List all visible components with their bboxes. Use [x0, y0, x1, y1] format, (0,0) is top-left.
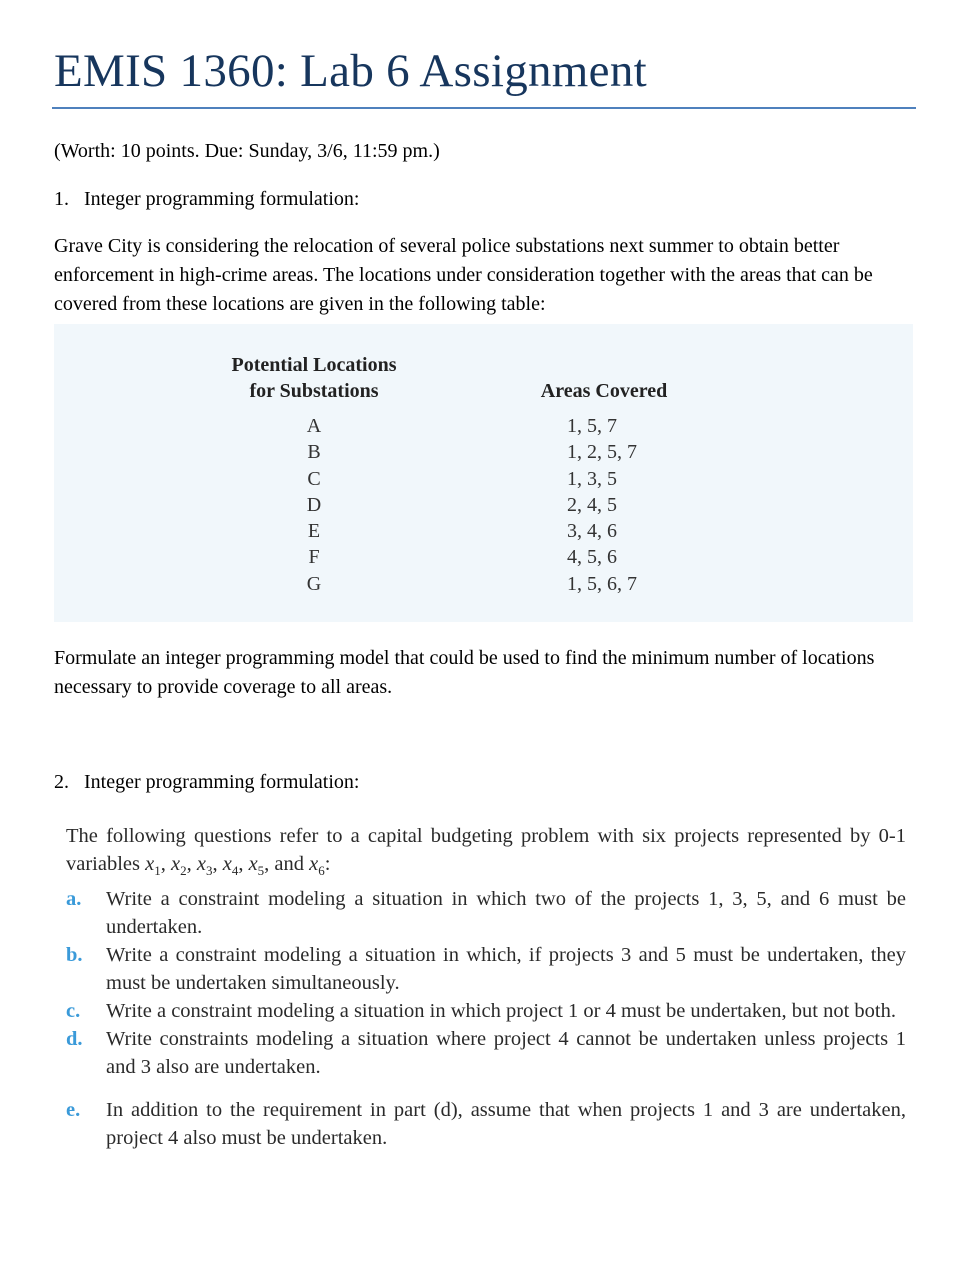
q2-intro-text: The following questions refer to a capital budgeting problem with six projects represented by 0-1 variables: [66, 825, 906, 875]
variable-subscript: 2: [180, 863, 187, 879]
separator: ,: [160, 853, 171, 875]
item-label: c.: [66, 1000, 81, 1023]
q2-number: 2.: [54, 771, 69, 793]
question-item: [66, 1025, 906, 1081]
variable: $x_3$: [196, 853, 213, 879]
item-text: Write a constraint modeling a situation in which project 1 or 4 must be undertaken, but not both.: [106, 1000, 896, 1023]
title-rule: [52, 107, 916, 109]
variable-subscript: 4: [231, 863, 239, 879]
locations-column: [284, 413, 344, 597]
question-item: [66, 941, 906, 997]
item-text: Write a constraint modeling a situation in which, if projects 3 and 5 must be undertaken, they must be undertaken simultaneously.: [106, 944, 906, 995]
variable-subscript: 3: [205, 863, 213, 879]
variable: $x_1$: [145, 853, 161, 879]
variable-subscript: 5: [257, 863, 265, 879]
areas-cell: 1, 5, 6, 7: [567, 572, 637, 595]
location-cell: B: [307, 441, 321, 464]
q1-number: 1.: [54, 188, 69, 210]
areas-cell: 2, 4, 5: [567, 493, 617, 516]
coverage-table: [54, 324, 913, 622]
header-locations-line2: for Substations: [249, 380, 379, 402]
separator: ,: [238, 853, 249, 875]
variable: $x_2$: [170, 853, 187, 879]
item-text: Write constraints modeling a situation where project 4 cannot be undertaken unless projects 1 and 3 also are undertaken.: [106, 1028, 906, 1079]
worth-line: (Worth: 10 points. Due: Sunday, 3/6, 11:59 pm.): [54, 140, 440, 162]
item-label: b.: [66, 944, 83, 967]
areas-column: [567, 413, 637, 597]
header-locations: [204, 352, 424, 404]
question-item: [66, 997, 906, 1025]
variable-subscript: 6: [318, 863, 325, 879]
variable: $x_4$: [222, 853, 239, 879]
areas-cell: 4, 5, 6: [567, 546, 617, 569]
q1-heading: [54, 185, 359, 214]
location-cell: D: [306, 493, 322, 516]
variable: $x_6$: [309, 853, 325, 879]
location-cell: C: [307, 467, 321, 490]
q2-variables: [145, 853, 331, 879]
location-cell: G: [306, 572, 322, 595]
q1-intro: Grave City is considering the relocation of several police substations next summer to obtain better enforcement in high-crime areas. The locations under consideration together with the areas that can be covered from these locations are given in the following table:: [54, 235, 873, 315]
location-cell: F: [308, 546, 320, 569]
q2-heading: [54, 768, 359, 797]
q2-body: [66, 822, 906, 1152]
item-label: a.: [66, 888, 82, 911]
q2-intro: [66, 822, 906, 885]
areas-cell: 1, 2, 5, 7: [567, 441, 637, 464]
question-item: [66, 885, 906, 941]
q1-task: Formulate an integer programming model that could be used to find the minimum number of locations necessary to provide coverage to all areas.: [54, 647, 875, 698]
item-text: In addition to the requirement in part (d), assume that when projects 1 and 3 are undertaken, project 4 also must be undertaken.: [106, 1099, 906, 1150]
item-label: e.: [66, 1099, 81, 1122]
q2-items: [66, 885, 906, 1152]
header-locations-line1: Potential Locations: [231, 354, 397, 376]
location-cell: E: [307, 520, 321, 543]
page-title: EMIS 1360: Lab 6 Assignment: [54, 45, 647, 97]
header-areas: Areas Covered: [540, 380, 668, 402]
areas-cell: 3, 4, 6: [567, 520, 617, 543]
separator: :: [324, 853, 331, 875]
separator: , and: [264, 853, 310, 875]
separator: ,: [212, 853, 223, 875]
separator: ,: [186, 853, 197, 875]
item-label: d.: [66, 1028, 83, 1051]
item-text: Write a constraint modeling a situation in which two of the projects 1, 3, 5, and 6 must be undertaken.: [106, 888, 906, 939]
q2-heading-text: Integer programming formulation:: [84, 771, 360, 793]
areas-cell: 1, 3, 5: [567, 467, 617, 490]
variable-subscript: 1: [154, 863, 161, 879]
areas-cell: 1, 5, 7: [567, 415, 617, 437]
variable: $x_5$: [248, 853, 265, 879]
question-item: [66, 1096, 906, 1152]
location-cell: A: [306, 415, 322, 437]
q1-heading-text: Integer programming formulation:: [84, 188, 360, 210]
